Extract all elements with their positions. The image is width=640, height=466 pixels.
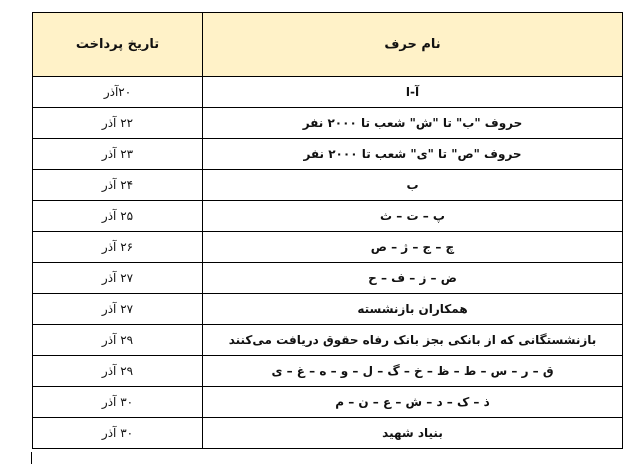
column-header-date: تاریخ پرداخت (33, 13, 203, 77)
letter-group-cell: ض – ز – ف – ح (203, 263, 623, 294)
payment-schedule-sheet (32, 12, 622, 464)
column-header-name: نام حرف (203, 13, 623, 77)
table-row (33, 356, 623, 387)
payment-date-cell: ۲۷ آذر (33, 263, 203, 294)
payment-date-cell: ۲۹ آذر (33, 356, 203, 387)
payment-date-cell: ۲۰آذر (33, 77, 203, 108)
table-row (33, 387, 623, 418)
table-row (33, 263, 623, 294)
payment-date-cell: ۲۳ آذر (33, 139, 203, 170)
table-row (33, 77, 623, 108)
table-row (33, 418, 623, 449)
letter-group-cell: بنیاد شهید (203, 418, 623, 449)
letter-group-cell: ذ – ک – د – ش – ع – ن – م (203, 387, 623, 418)
payment-date-cell: ۲۵ آذر (33, 201, 203, 232)
letter-group-cell: حروف "ص" تا "ی" شعب تا ۲۰۰۰ نفر (203, 139, 623, 170)
table-row (33, 139, 623, 170)
payment-date-cell: ۳۰ آذر (33, 387, 203, 418)
payment-date-cell: ۲۴ آذر (33, 170, 203, 201)
letter-group-cell: پ – ت – ث (203, 201, 623, 232)
header-row (33, 13, 623, 77)
letter-group-cell: ب (203, 170, 623, 201)
letter-group-cell: بازنشستگانی که از بانکی بجز بانک رفاه حقوق دریافت می‌کنند (203, 325, 623, 356)
table-row (33, 201, 623, 232)
payment-date-cell: ۲۷ آذر (33, 294, 203, 325)
table-row (33, 232, 623, 263)
payment-date-cell: ۲۶ آذر (33, 232, 203, 263)
payment-schedule-table (32, 12, 623, 449)
table-row (33, 325, 623, 356)
table-row (33, 294, 623, 325)
payment-date-cell: ۲۹ آذر (33, 325, 203, 356)
letter-group-cell: چ – ج – ژ – ص (203, 232, 623, 263)
page-edge-tick (31, 452, 32, 464)
letter-group-cell: آ-ا (203, 77, 623, 108)
payment-date-cell: ۲۲ آذر (33, 108, 203, 139)
letter-group-cell: ق – ر – س – ط – ظ – خ – گ – ل – و – ه – غ – ی (203, 356, 623, 387)
table-row (33, 108, 623, 139)
letter-group-cell: همکاران بازنشسته (203, 294, 623, 325)
table-row (33, 170, 623, 201)
payment-date-cell: ۳۰ آذر (33, 418, 203, 449)
letter-group-cell: حروف "ب" تا "ش" شعب تا ۲۰۰۰ نفر (203, 108, 623, 139)
